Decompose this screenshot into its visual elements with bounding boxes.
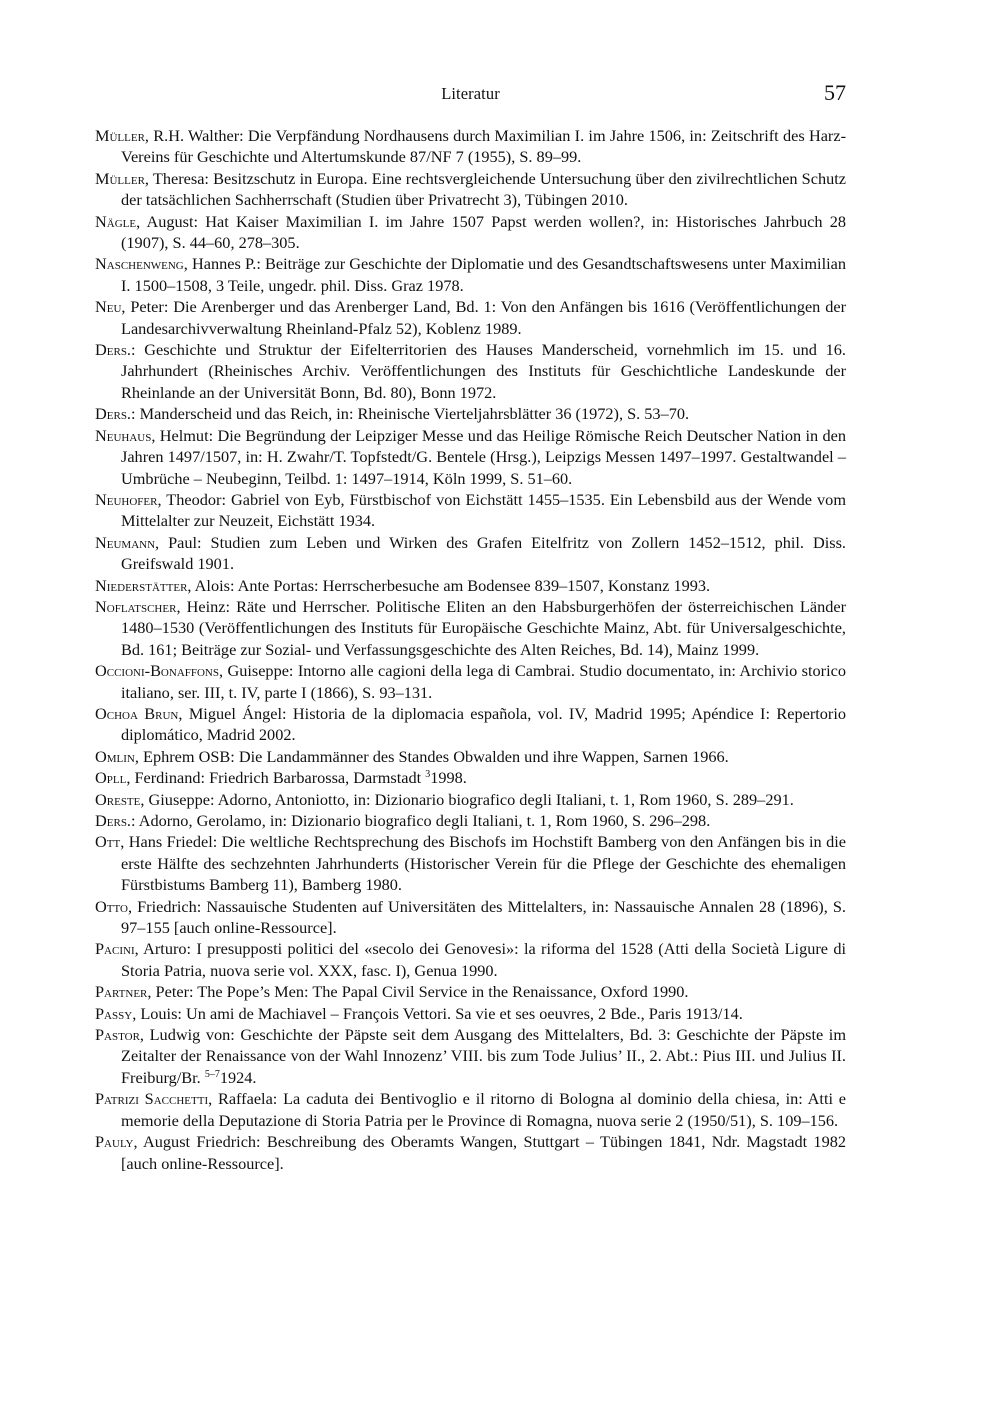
bibliography-entry xyxy=(95,425,846,489)
entry-text: , Peter: Die Arenberger und das Arenberger Land, Bd. 1: Von den Anfängen bis 1616 (Veröffentlichungen der Landesarchivverwaltung Rheinland-Pfalz 52), Koblenz 1989. xyxy=(121,297,846,338)
entry-author: Patrizi Sacchetti xyxy=(95,1089,209,1109)
bibliography-entry xyxy=(95,660,846,703)
entry-author: Otto xyxy=(95,896,128,916)
entry-author: Neumann xyxy=(95,532,156,552)
bibliography-entry xyxy=(95,575,846,596)
entry-author: Pacini xyxy=(95,939,135,959)
bibliography-entry xyxy=(95,532,846,575)
bibliography-list xyxy=(95,125,846,1174)
bibliography-entry xyxy=(95,1131,846,1174)
entry-text: , Guiseppe: Intorno alle cagioni della lega di Cambrai. Studio documentato, in: Archivio storico italiano, ser. III, t. IV, parte I (1866), S. 93–131. xyxy=(121,661,846,702)
running-head: Literatur xyxy=(441,84,500,103)
entry-text: , Hans Friedel: Die weltliche Rechtsprechung des Bischofs im Hochstift Bamberg von den Anfängen bis in die erste Hälfte des sechzehnten Jahrhunderts (Historischer Verein für die Pflege der Geschichte des ehemaligen Fürstbistums Bamberg 11), Bamberg 1980. xyxy=(120,832,846,895)
bibliography-entry xyxy=(95,403,846,424)
entry-text: , Raffaela: La caduta dei Bentivoglio e il ritorno di Bologna al dominio della chiesa, in: Atti e memorie della Deputazione di Storia Patria per le Province di Romagna, nuova serie 2 (1950/51), S. 109–156. xyxy=(121,1089,847,1130)
bibliography-entry xyxy=(95,810,846,831)
entry-author: Nägle xyxy=(95,211,137,231)
entry-text: , Paul: Studien zum Leben und Wirken des Grafen Eitelfritz von Zollern 1452–1512, phil. Diss. Greifswald 1901. xyxy=(121,532,846,574)
bibliography-entry xyxy=(95,1003,846,1024)
entry-text: , Giuseppe: Adorno, Antoniotto, in: Dizionario biografico degli Italiani, t. 1, Rom 1960, S. 289–291. xyxy=(140,789,794,809)
bibliography-entry xyxy=(95,789,846,810)
bibliography-entry xyxy=(95,767,846,788)
entry-author: Ott xyxy=(95,832,121,852)
entry-text: , Ephrem OSB: Die Landammänner des Standes Obwalden und ihre Wappen, Sarnen 1966. xyxy=(134,746,729,766)
bibliography-entry xyxy=(95,746,846,767)
entry-text: , Theresa: Besitzschutz in Europa. Eine rechtsvergleichende Untersuchung über den zivilrechtlichen Schutz der tatsächlichen Sachherrschaft (Studien über Privatrecht 3), Tübingen 2010. xyxy=(121,168,846,210)
entry-author: Oreste xyxy=(95,789,141,809)
entry-text: , Peter: The Pope’s Men: The Papal Civil Service in the Renaissance, Oxford 1990. xyxy=(147,982,689,1002)
bibliography-entry xyxy=(95,168,846,211)
bibliography-entry xyxy=(95,596,846,660)
bibliography-entry xyxy=(95,339,846,403)
bibliography-entry xyxy=(95,938,846,981)
entry-author: Partner xyxy=(95,982,148,1002)
entry-text: , Alois: Ante Portas: Herrscherbesuche am Bodensee 839–1507, Konstanz 1993. xyxy=(187,575,711,595)
bibliography-entry xyxy=(95,896,846,939)
bibliography-entry xyxy=(95,125,846,168)
bibliography-entry xyxy=(95,253,846,296)
bibliography-entry xyxy=(95,489,846,532)
entry-author: Opll xyxy=(95,768,127,788)
entry-text: , August: Hat Kaiser Maximilian I. im Jahre 1507 Papst werden wollen?, in: Historisches Jahrbuch 28 (1907), S. 44–60, 278–305. xyxy=(121,211,846,253)
bibliography-entry xyxy=(95,211,846,254)
entry-text: , Hannes P.: Beiträge zur Geschichte der Diplomatie und des Gesandtschaftswesens unter Maximilian I. 1500–1508, 3 Teile, ungedr. phil. Diss. Graz 1978. xyxy=(121,254,846,295)
bibliography-entry xyxy=(95,1024,846,1088)
entry-text: , Miguel Ángel: Historia de la diplomacia española, vol. IV, Madrid 1995; Apéndice I: Repertorio diplomático, Madrid 2002. xyxy=(121,703,846,745)
entry-author: Pauly xyxy=(95,1132,134,1152)
edition-superscript: 5–7 xyxy=(204,1068,220,1080)
entry-text: , Helmut: Die Begründung der Leipziger Messe und das Heilige Römische Reich Deutscher Nation in den Jahren 1497/1507, in: H. Zwahr/T. Topfstedt/G. Bentele (Hrsg.), Leipzigs Messen 1497–1997. Gestaltwandel – Umbrüche – Neubeginn, Teilbd. 1: 1497–1914, Köln 1999, S. 51–60. xyxy=(121,425,846,488)
entry-author: Ders. xyxy=(95,404,132,424)
entry-author: Müller xyxy=(95,126,145,145)
entry-text: , Ludwig von: Geschichte der Päpste seit dem Ausgang des Mittelalters, Bd. 3: Geschichte der Päpste im Zeitalter der Renaissance von der Wahl Innozenz’ VIII. bis zum Tode Julius’ II., 2. Abt.: Pius III. und Julius II. Freiburg/Br. xyxy=(121,1025,846,1087)
entry-text: , Friedrich: Nassauische Studenten auf Universitäten des Mittelalters, in: Nassauische Annalen 28 (1896), S. 97–155 [auch online-Ressource]. xyxy=(121,896,846,938)
bibliography-entry xyxy=(95,981,846,1002)
entry-text: , Arturo: I presupposti politici del «secolo dei Genovesi»: la riforma del 1528 (Atti della Società Ligure di Storia Patria, nuova serie vol. XXX, fasc. I), Genua 1990. xyxy=(121,939,846,980)
entry-text: , Ferdinand: Friedrich Barbarossa, Darmstadt xyxy=(126,768,426,788)
entry-author: Omlin xyxy=(95,746,135,766)
page-header xyxy=(95,80,846,110)
page-number: 57 xyxy=(824,80,846,105)
edition-superscript: 3 xyxy=(425,769,431,781)
entry-text-tail: 1998. xyxy=(430,768,467,788)
entry-text: , August Friedrich: Beschreibung des Oberamts Wangen, Stuttgart – Tübingen 1841, Ndr. Magstadt 1982 [auch online-Ressource]. xyxy=(121,1132,846,1173)
entry-text: , Theodor: Gabriel von Eyb, Fürstbischof von Eichstätt 1455–1535. Ein Lebensbild aus der Wende vom Mittelalter zur Neuzeit, Eichstätt 1934. xyxy=(121,489,846,531)
entry-author: Neuhaus xyxy=(95,425,152,445)
entry-author: Occioni-Bonaffons xyxy=(95,661,219,681)
entry-author: Noflatscher xyxy=(95,596,177,616)
entry-author: Ders. xyxy=(95,340,132,360)
entry-author: Pastor xyxy=(95,1025,140,1045)
entry-author: Ders. xyxy=(95,811,132,830)
entry-text: , Louis: Un ami de Machiavel – François Vettori. Sa vie et ses oeuvres, 2 Bde., Paris 1913/14. xyxy=(132,1003,743,1023)
entry-text-tail: 1924. xyxy=(219,1067,257,1087)
entry-text: : Adorno, Gerolamo, in: Dizionario biografico degli Italiani, t. 1, Rom 1960, S. 296–298. xyxy=(131,811,711,830)
entry-text: : Geschichte und Struktur der Eifelterritorien des Hauses Manderscheid, vornehmlich im 15. und 16. Jahrhundert (Rheinisches Archiv. Veröffentlichungen des Instituts für Geschichtliche Landeskunde der Rheinlande an der Universität Bonn, Bd. 80), Bonn 1972. xyxy=(121,340,846,402)
entry-author: Naschenweng xyxy=(95,254,184,274)
bibliography-entry xyxy=(95,1088,846,1131)
entry-author: Ochoa Brun xyxy=(95,703,179,723)
entry-author: Niederstätter xyxy=(95,575,188,595)
entry-author: Neuhofer xyxy=(95,489,158,509)
entry-text: : Manderscheid und das Reich, in: Rheinische Vierteljahrsblätter 36 (1972), S. 53–70. xyxy=(131,404,690,424)
entry-author: Passy xyxy=(95,1003,133,1023)
bibliography-entry xyxy=(95,831,846,895)
bibliography-entry xyxy=(95,296,846,339)
entry-text: , Heinz: Räte und Herrscher. Politische Eliten an den Habsburgerhöfen der österreichischen Länder 1480–1530 (Veröffentlichungen des Instituts für Europäische Geschichte Mainz, Abt. für Universalgeschichte, Bd. 161; Beiträge zur Sozial- und Verfassungsgeschichte des Alten Reiches, Bd. 14), Mainz 1999. xyxy=(121,596,846,659)
entry-text: , R.H. Walther: Die Verpfändung Nordhausens durch Maximilian I. im Jahre 1506, in: Zeitschrift des Harz-Vereins für Geschichte und Altertumskunde 87/NF 7 (1955), S. 89–99. xyxy=(121,126,846,167)
bibliography-entry xyxy=(95,703,846,746)
entry-author: Neu xyxy=(95,297,122,317)
entry-author: Müller xyxy=(95,168,145,188)
